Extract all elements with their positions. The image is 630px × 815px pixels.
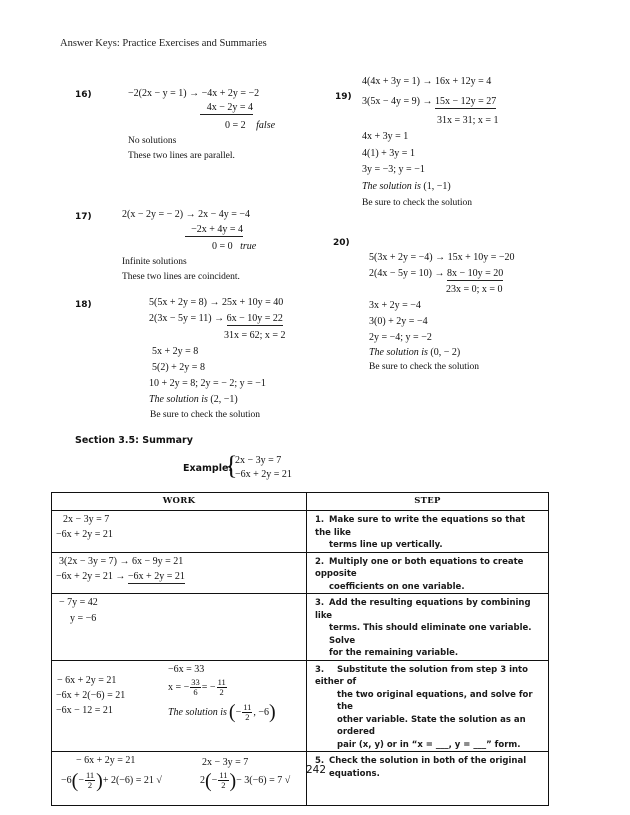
running-header: Answer Keys: Practice Exercises and Summaries (60, 38, 267, 49)
page-number: 242 (306, 764, 327, 776)
check-expression: 2 ( − $\frac{11}{2}$ ) − 3(−6) = 7 √ (200, 769, 291, 792)
equation-line: 3x + 2y = −4 (369, 300, 421, 311)
table-row (52, 552, 549, 594)
equation-result: 31x = 62; x = 2 (224, 330, 286, 341)
work-cell: − 6x + 2y = 21 −6 ( − $\frac{11}{2}$ ) + 2(−6) = 21 √ 2x − 3y = 7 2 ( − $\frac{11}{2}$ ) − 3(−6) = 7 √ (52, 752, 307, 806)
equation-line: 2(3x − 5y = 11) → 6x − 10y = 22 (149, 313, 283, 324)
equation-line: 5(2) + 2y = 8 (152, 362, 205, 373)
brace-symbol: { (225, 451, 238, 480)
equation-line: 3y = −3; y = −1 (362, 164, 425, 175)
equation-line: 4x − 2y = 4 (200, 102, 253, 115)
equation-line: 4x + 3y = 1 (362, 131, 409, 142)
table-header-row (52, 493, 549, 511)
work-cell: 2x − 3y = 7 −6x + 2y = 21 (52, 511, 307, 553)
step-cell: 5. Check the solution in both of the original equations. (307, 752, 549, 806)
equation-line: 4(1) + 3y = 1 (362, 148, 415, 159)
equation-result: 31x = 31; x = 1 (437, 115, 499, 126)
equation-line: 2y = −4; y = −2 (369, 332, 432, 343)
example-equation: −6x + 2y = 21 (235, 469, 292, 480)
note-text: No solutions (128, 136, 177, 146)
equation-line: 4(4x + 3y = 1) → 16x + 12y = 4 (362, 76, 492, 87)
equation-line: 2(x − 2y = − 2) → 2x − 4y = −4 (122, 209, 250, 220)
step-cell: 3. Substitute the solution from step 3 into either of the two original equations, and solve for the other variable. State the solution as an ordered pair (x, y) or in “x = ___, y = ___” form. (307, 660, 549, 752)
problem-number: 20) (333, 238, 350, 248)
example-equation: 2x − 3y = 7 (235, 455, 282, 466)
fraction-expression: x = − $\frac{33}{6}$ = − $\frac{11}{2}$ (168, 676, 226, 697)
problem-number: 17) (75, 212, 92, 222)
table-row (52, 511, 549, 553)
table-row (52, 752, 549, 806)
step-cell: 1. Make sure to write the equations so that the like terms line up vertically. (307, 511, 549, 553)
work-cell: − 7y = 42 y = −6 (52, 594, 307, 661)
example-label: Example: (183, 463, 233, 474)
section-title: Section 3.5: Summary (75, 435, 193, 446)
equation-result (225, 120, 275, 131)
equation-result (212, 241, 256, 252)
problem-number: 19) (335, 92, 352, 102)
work-cell: 3(2x − 3y = 7) → 6x − 9y = 21 −6x + 2y = 21 → −6x + 2y = 21 (52, 552, 307, 594)
equation-line: −2x + 4y = 4 (185, 224, 243, 237)
solution-line: The solution is (0, − 2) (369, 347, 461, 358)
note-text: These two lines are coincident. (122, 272, 240, 282)
equation-line: 3(0) + 2y = −4 (369, 316, 428, 327)
equation-line: 2(4x − 5y = 10) → 8x − 10y = 20 (369, 268, 504, 279)
equation-line: 10 + 2y = 8; 2y = − 2; y = −1 (149, 378, 266, 389)
equation-line: 5(5x + 2y = 8) → 25x + 10y = 40 (149, 297, 284, 308)
solution-line: The solution is (2, −1) (149, 394, 238, 405)
result-note: true (240, 241, 257, 252)
equation-line: 5(3x + 2y = −4) → 15x + 10y = −20 (369, 252, 515, 263)
table-row (52, 594, 549, 661)
solution-line: The solution is ( − $\frac{11}{2}$ , −6 ) (168, 701, 276, 723)
column-header-work: WORK (52, 493, 307, 511)
problem-number: 18) (75, 300, 92, 310)
note-text: These two lines are parallel. (128, 151, 235, 161)
result-equation: 0 = 2 (225, 120, 246, 131)
equation-line: −2(2x − y = 1) → −4x + 2y = −2 (128, 88, 260, 99)
step-cell: 2. Multiply one or both equations to create opposite coefficients on one variable. (307, 552, 549, 594)
equation-line: 5x + 2y = 8 (152, 346, 199, 357)
check-note: Be sure to check the solution (362, 198, 473, 208)
equation-result: 23x = 0; x = 0 (446, 284, 503, 295)
column-header-step: STEP (307, 493, 549, 511)
summary-table (51, 492, 549, 806)
step-cell: 3. Add the resulting equations by combining like terms. This should eliminate one variable. Solve for the remaining variable. (307, 594, 549, 661)
check-note: Be sure to check the solution (369, 362, 480, 372)
table-row (52, 660, 549, 752)
note-text: Infinite solutions (122, 257, 187, 267)
check-note: Be sure to check the solution (150, 410, 261, 420)
check-expression: −6 ( − $\frac{11}{2}$ ) + 2(−6) = 21 √ (61, 769, 162, 792)
work-cell: − 6x + 2y = 21 −6x + 2(−6) = 21 −6x − 12 = 21 −6x = 33 x = − $\frac{33}{6}$ = − $\frac{11}{2}$ The solution is ( − $\frac{11}{2}$ , −6 ) (52, 660, 307, 752)
result-note: false (256, 120, 276, 131)
solution-line: The solution is (1, −1) (362, 181, 451, 192)
problem-number: 16) (75, 90, 92, 100)
equation-line: 3(5x − 4y = 9) → 15x − 12y = 27 (362, 96, 497, 107)
result-equation: 0 = 0 (212, 241, 233, 252)
